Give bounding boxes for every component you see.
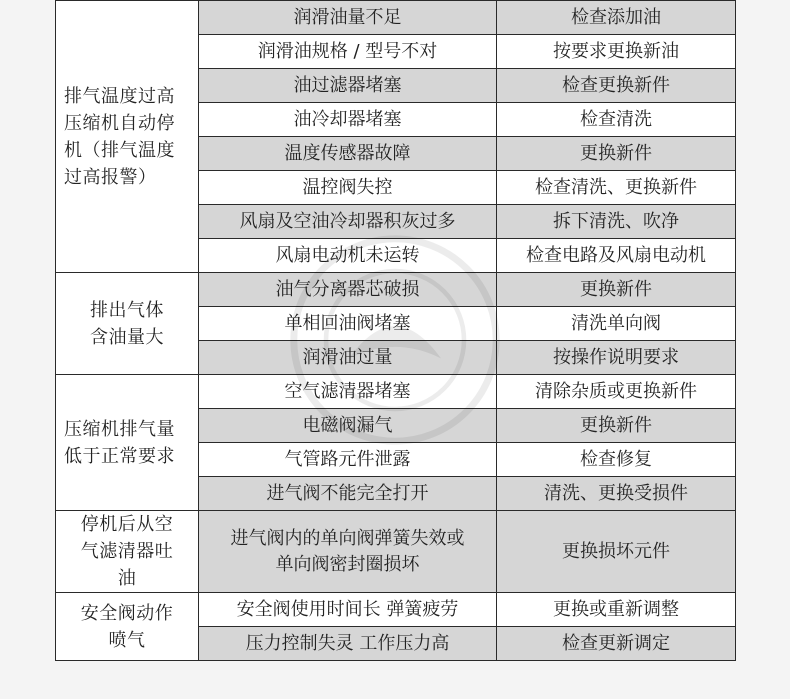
remedy-cell: 清除杂质或更换新件 <box>497 375 736 409</box>
remedy-cell: 检查更换新件 <box>497 69 736 103</box>
cause-cell: 润滑油量不足 <box>199 1 497 35</box>
remedy-cell: 检查修复 <box>497 443 736 477</box>
cause-cell: 进气阀内的单向阀弹簧失效或单向阀密封圈损坏 <box>199 511 497 593</box>
cause-cell: 润滑油规格 / 型号不对 <box>199 35 497 69</box>
cause-cell: 安全阀使用时间长 弹簧疲劳 <box>199 593 497 627</box>
fault-cell: 排气温度过高压缩机自动停机（排气温度过高报警） <box>56 1 199 273</box>
fault-cell: 压缩机排气量低于正常要求 <box>56 375 199 511</box>
cause-cell: 风扇及空油冷却器积灰过多 <box>199 205 497 239</box>
cause-cell: 电磁阀漏气 <box>199 409 497 443</box>
fault-cell: 停机后从空气滤清器吐油 <box>56 511 199 593</box>
remedy-cell: 拆下清洗、吹净 <box>497 205 736 239</box>
remedy-cell: 更换新件 <box>497 409 736 443</box>
table-row <box>56 1 736 35</box>
cause-cell: 油气分离器芯破损 <box>199 273 497 307</box>
cause-cell: 压力控制失灵 工作压力高 <box>199 627 497 661</box>
remedy-cell: 更换新件 <box>497 273 736 307</box>
table-row <box>56 375 736 409</box>
remedy-cell: 检查电路及风扇电动机 <box>497 239 736 273</box>
remedy-cell: 清洗、更换受损件 <box>497 477 736 511</box>
fault-cell: 排出气体含油量大 <box>56 273 199 375</box>
remedy-cell: 更换或重新调整 <box>497 593 736 627</box>
cause-cell: 风扇电动机未运转 <box>199 239 497 273</box>
remedy-cell: 更换损坏元件 <box>497 511 736 593</box>
table-row <box>56 273 736 307</box>
remedy-cell: 按要求更换新油 <box>497 35 736 69</box>
cause-cell: 润滑油过量 <box>199 341 497 375</box>
remedy-cell: 按操作说明要求 <box>497 341 736 375</box>
cause-cell: 空气滤清器堵塞 <box>199 375 497 409</box>
remedy-cell: 检查清洗、更换新件 <box>497 171 736 205</box>
cause-cell: 单相回油阀堵塞 <box>199 307 497 341</box>
cause-cell: 油冷却器堵塞 <box>199 103 497 137</box>
remedy-cell: 检查添加油 <box>497 1 736 35</box>
remedy-cell: 检查更新调定 <box>497 627 736 661</box>
cause-cell: 进气阀不能完全打开 <box>199 477 497 511</box>
cause-cell: 气管路元件泄露 <box>199 443 497 477</box>
troubleshooting-table <box>55 0 736 661</box>
table-row <box>56 511 736 593</box>
cause-cell: 油过滤器堵塞 <box>199 69 497 103</box>
table-row <box>56 593 736 627</box>
fault-cell: 安全阀动作喷气 <box>56 593 199 661</box>
remedy-cell: 更换新件 <box>497 137 736 171</box>
remedy-cell: 检查清洗 <box>497 103 736 137</box>
remedy-cell: 清洗单向阀 <box>497 307 736 341</box>
cause-cell: 温控阀失控 <box>199 171 497 205</box>
cause-cell: 温度传感器故障 <box>199 137 497 171</box>
